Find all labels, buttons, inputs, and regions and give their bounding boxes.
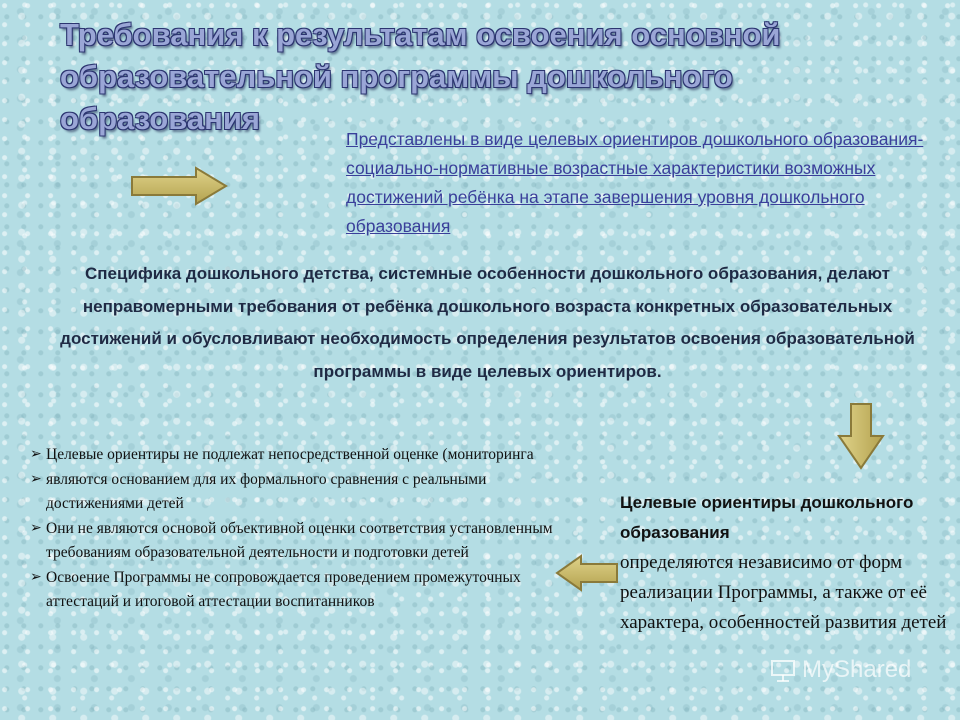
arrow-bullet-icon: ➢ <box>30 520 42 536</box>
list-item: ➢ Освоение Программы не сопровождается проведением промежуточных аттестаций и итоговой аттестации воспитанников <box>30 566 555 615</box>
target-guidelines-box <box>620 488 955 638</box>
list-item: ➢ Они не являются основой объективной оценки соответствия установленным требованиям образовательной деятельности и подготовки детей <box>30 517 555 566</box>
slide-title: Требования к результатам освоения основной образовательной программы дошкольного образования <box>60 17 781 136</box>
arrow-left-icon <box>555 554 619 592</box>
box-text: определяются независимо от форм реализации Программы, а также от её характера, особенностей развития детей <box>620 552 947 633</box>
guidelines-list <box>30 443 555 615</box>
arrow-right-icon <box>130 166 228 206</box>
box-heading: Целевые ориентиры дошкольного образования <box>620 493 914 542</box>
target-guidelines-note: Представлены в виде целевых ориентиров дошкольного образования- социально-нормативные возрастные характеристики возможных достижений ребёнка на этапе завершения уровня дошкольного образования <box>346 129 924 236</box>
arrow-down-icon <box>836 402 886 470</box>
specifics-paragraph: Специфика дошкольного детства, системные особенности дошкольного образования, делают неправомерными требования от ребёнка дошкольного возраста конкретных образовательных достижений и обусловливают необходимость определения результатов освоения образовательной программы в виде целевых ориентиров. <box>60 264 915 381</box>
list-item: ➢ являются основанием для их формального сравнения с реальными достижениями детей <box>30 468 555 517</box>
arrow-bullet-icon: ➢ <box>30 471 42 487</box>
list-item: ➢ Целевые ориентиры не подлежат непосредственной оценке (мониторинга <box>30 443 555 468</box>
presentation-icon <box>770 658 796 682</box>
arrow-bullet-icon: ➢ <box>30 569 42 585</box>
arrow-bullet-icon: ➢ <box>30 447 42 462</box>
watermark: MyShared <box>770 656 911 684</box>
